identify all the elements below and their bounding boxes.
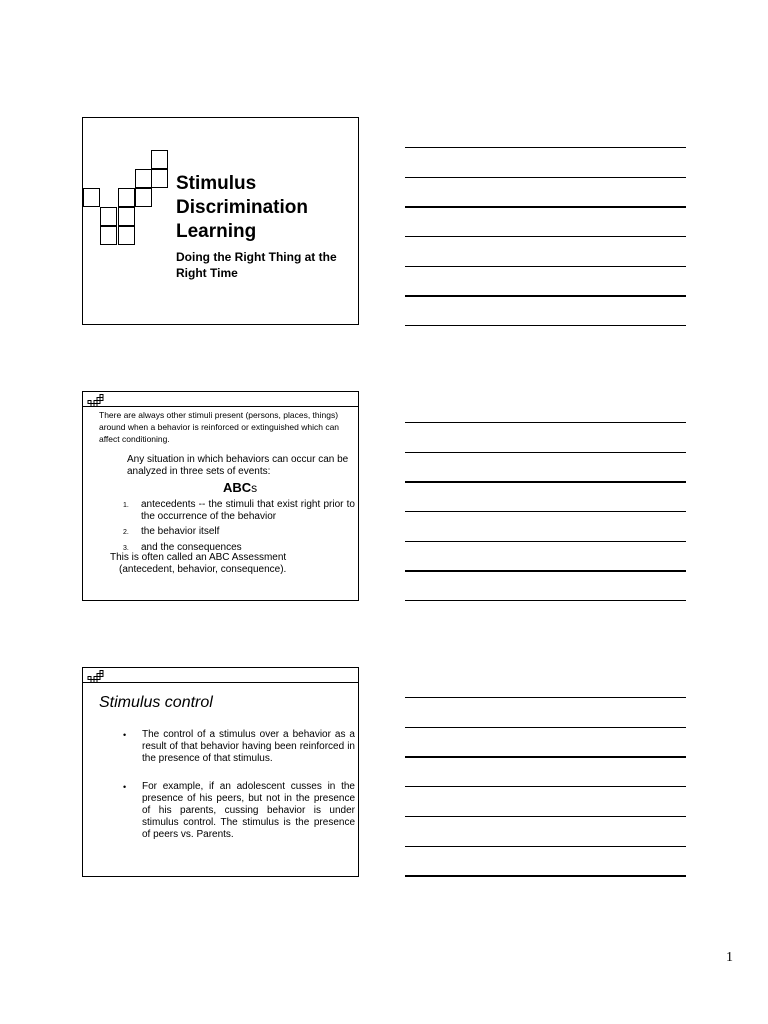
- note-line-rule: [405, 570, 686, 572]
- grid-cell: [100, 207, 117, 226]
- grid-cell: [135, 188, 152, 207]
- note-line-rule: [405, 727, 686, 728]
- abc-list: [123, 499, 355, 557]
- grid-cell: [151, 150, 168, 169]
- abc-assessment-note: [110, 552, 355, 576]
- note-line-rule: [405, 266, 686, 267]
- note-line-rule: [405, 422, 686, 423]
- note-line-rule: [405, 816, 686, 817]
- slide-1-subtitle: Doing the Right Thing at the Right Time: [176, 250, 337, 280]
- grid-cell: [83, 188, 100, 207]
- note-line-rule: [405, 697, 686, 698]
- bullet-text: For example, if an adolescent cusses in the presence of his peers, but not in the presence of his parents, cussing behavior is under stimulus control. The stimulus is the presence of peers vs. Parents.: [142, 781, 355, 840]
- page-number: 1: [726, 950, 733, 965]
- slide-2-intro: There are always other stimuli present (persons, places, things) around when a behavior is reinforced or extinguished which can affect conditioning.: [99, 410, 340, 444]
- note-line-rule: [405, 206, 686, 208]
- slide-1-title: [176, 172, 308, 244]
- note-line-rule: [405, 875, 686, 877]
- slide-1: [82, 117, 359, 325]
- bullet-list: [121, 729, 355, 857]
- bullet-mark: •: [123, 782, 127, 792]
- list-text: the behavior itself: [141, 526, 220, 537]
- note-line: This is often called an ABC Assessment: [110, 552, 287, 563]
- grid-cell: [118, 207, 135, 226]
- grid-cell: [135, 169, 152, 188]
- title-line: Stimulus: [176, 173, 257, 194]
- abcs-heading: [223, 480, 257, 495]
- note-line-rule: [405, 541, 686, 542]
- note-line-rule: [405, 147, 686, 148]
- slide-3-title: Stimulus control: [99, 694, 213, 711]
- list-item: [123, 526, 355, 538]
- grid-cell: [151, 169, 168, 188]
- grid-cell: [100, 226, 117, 245]
- grid-cell: [118, 226, 135, 245]
- slide-header-rule: [83, 682, 358, 683]
- list-item: [121, 729, 355, 765]
- slide-2: [82, 391, 359, 601]
- note-line-rule: [405, 236, 686, 237]
- note-line-rule: [405, 481, 686, 483]
- list-item: [121, 781, 355, 841]
- list-text: and the consequences: [141, 541, 242, 553]
- bullet-mark: •: [123, 730, 127, 740]
- grid-cell: [118, 188, 135, 207]
- note-line-rule: [405, 511, 686, 512]
- list-item: [123, 499, 355, 522]
- note-line-rule: [405, 325, 686, 326]
- note-line-rule: [405, 177, 686, 178]
- bullet-text: The control of a stimulus over a behavior as a result of that behavior having been reinforced in the presence of that stimulus.: [142, 729, 355, 764]
- note-line-rule: [405, 452, 686, 453]
- note-line-rule: [405, 846, 686, 847]
- abc-main: ABC: [223, 480, 252, 495]
- abc-suffix: s: [251, 481, 258, 495]
- title-line: Learning: [176, 221, 257, 242]
- list-number: 2.: [123, 529, 129, 536]
- slide-header-rule: [83, 406, 358, 407]
- list-text: antecedents -- the stimuli that exist right prior to the occurrence of the behavior: [141, 499, 355, 522]
- note-line-rule: [405, 786, 686, 787]
- title-line: Discrimination: [176, 197, 308, 218]
- note-line-rule: [405, 756, 686, 758]
- slide-2-lead: Any situation in which behaviors can occur can be analyzed in three sets of events:: [127, 454, 349, 477]
- note-line: (antecedent, behavior, consequence).: [119, 564, 287, 575]
- list-number: 1.: [123, 502, 129, 509]
- note-line-rule: [405, 295, 686, 297]
- slide-3: [82, 667, 359, 877]
- note-line-rule: [405, 600, 686, 601]
- list-number: 3.: [123, 544, 129, 552]
